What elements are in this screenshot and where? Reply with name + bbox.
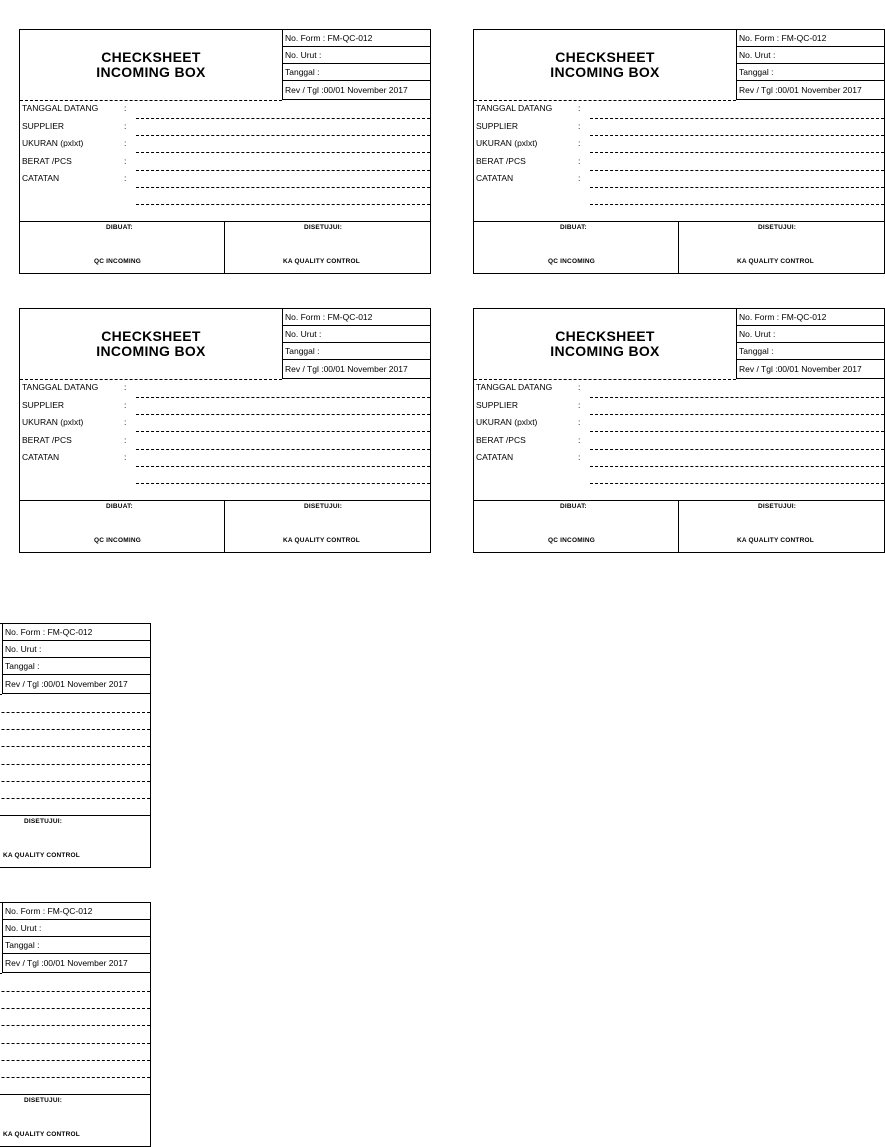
- rev-cell: Rev / Tgl :00/01 November 2017: [3, 954, 151, 973]
- field-colon: :: [578, 400, 581, 410]
- field-line-supplier: [590, 135, 884, 136]
- field-colon: :: [578, 435, 581, 445]
- ka-quality-control-label: KA QUALITY CONTROL: [3, 1131, 80, 1138]
- field-line-supplier: [0, 1008, 150, 1009]
- form-meta-box: [736, 309, 885, 379]
- field-line-tanggal-datang: [136, 118, 430, 119]
- ka-quality-control-label: KA QUALITY CONTROL: [3, 852, 80, 859]
- field-line-catatan-1: [590, 466, 884, 467]
- form-title-line2: INCOMING BOX: [550, 343, 660, 359]
- field-colon: :: [578, 417, 581, 427]
- field-line-tanggal-datang: [136, 397, 430, 398]
- qc-incoming-label: QC INCOMING: [548, 258, 595, 265]
- checksheet-instance-1: [19, 29, 432, 275]
- no-urut-cell: No. Urut :: [3, 641, 151, 658]
- no-urut-cell: No. Urut :: [737, 47, 885, 64]
- rev-cell: Rev / Tgl :00/01 November 2017: [283, 360, 431, 379]
- field-colon: :: [578, 156, 581, 166]
- field-line-ukuran: [590, 152, 884, 153]
- tanggal-cell: Tanggal :: [3, 937, 151, 954]
- form-title-line2: INCOMING BOX: [96, 343, 206, 359]
- field-label-ukuran: UKURAN (pxlxt): [22, 417, 84, 427]
- signature-section: [0, 1094, 150, 1147]
- field-line-supplier: [0, 729, 150, 730]
- tanggal-cell: Tanggal :: [283, 64, 431, 81]
- form-title-line1: CHECKSHEET: [555, 328, 655, 344]
- field-label-tanggal-datang: TANGGAL DATANG: [476, 382, 553, 392]
- signature-section: [474, 500, 884, 553]
- signature-divider: [224, 222, 225, 274]
- field-line-ukuran: [0, 1025, 150, 1026]
- field-line-catatan-2: [590, 483, 884, 484]
- no-form-cell: No. Form : FM-QC-012: [283, 309, 431, 326]
- field-colon: :: [578, 452, 581, 462]
- no-form-cell: No. Form : FM-QC-012: [737, 309, 885, 326]
- form-meta-box: [2, 624, 151, 694]
- disetujui-label: DISETUJUI:: [304, 503, 343, 510]
- field-line-berat: [136, 449, 430, 450]
- field-colon: :: [578, 121, 581, 131]
- field-label-berat: BERAT /PCS: [476, 156, 526, 166]
- field-line-berat: [0, 764, 150, 765]
- field-line-berat: [590, 170, 884, 171]
- dibuat-label: DIBUAT:: [560, 224, 587, 231]
- form-title-line2: INCOMING BOX: [550, 64, 660, 80]
- field-label-ukuran: UKURAN (pxlxt): [22, 138, 84, 148]
- field-colon: :: [124, 382, 127, 392]
- field-line-catatan-2: [0, 798, 150, 799]
- qc-incoming-label: QC INCOMING: [548, 537, 595, 544]
- form-title-line1: CHECKSHEET: [101, 328, 201, 344]
- disetujui-label: DISETUJUI:: [24, 1097, 63, 1104]
- field-line-catatan-1: [0, 1060, 150, 1061]
- signature-divider: [678, 222, 679, 274]
- field-colon: :: [124, 138, 127, 148]
- no-form-cell: No. Form : FM-QC-012: [3, 903, 151, 920]
- signature-divider: [224, 501, 225, 553]
- field-colon: :: [124, 417, 127, 427]
- checksheet-form: [0, 623, 151, 868]
- ka-quality-control-label: KA QUALITY CONTROL: [283, 258, 360, 265]
- field-line-tanggal-datang: [0, 991, 150, 992]
- checksheet-form: [473, 29, 885, 274]
- tanggal-cell: Tanggal :: [3, 658, 151, 675]
- field-label-supplier: SUPPLIER: [476, 121, 519, 131]
- field-label-catatan: CATATAN: [22, 452, 60, 462]
- field-line-ukuran: [590, 431, 884, 432]
- form-meta-box: [282, 309, 431, 379]
- ka-quality-control-label: KA QUALITY CONTROL: [737, 537, 814, 544]
- header-divider: [20, 100, 282, 101]
- qc-incoming-label: QC INCOMING: [94, 258, 141, 265]
- field-label-ukuran: UKURAN (pxlxt): [476, 417, 538, 427]
- no-urut-cell: No. Urut :: [3, 920, 151, 937]
- field-colon: :: [124, 400, 127, 410]
- field-colon: :: [578, 103, 581, 113]
- dibuat-label: DIBUAT:: [560, 503, 587, 510]
- field-line-tanggal-datang: [0, 712, 150, 713]
- checksheet-form: [473, 308, 885, 553]
- checksheet-instance-4: [473, 308, 862, 554]
- field-line-ukuran: [136, 431, 430, 432]
- field-colon: :: [124, 173, 127, 183]
- rev-cell: Rev / Tgl :00/01 November 2017: [737, 81, 885, 100]
- field-line-catatan-2: [0, 1077, 150, 1078]
- rev-cell: Rev / Tgl :00/01 November 2017: [283, 81, 431, 100]
- no-urut-cell: No. Urut :: [737, 326, 885, 343]
- signature-section: [0, 815, 150, 868]
- header-divider: [20, 379, 282, 380]
- field-colon: :: [124, 121, 127, 131]
- tanggal-cell: Tanggal :: [283, 343, 431, 360]
- checksheet-instance-6: [0, 902, 152, 1138]
- field-label-catatan: CATATAN: [476, 173, 514, 183]
- checksheet-form: [0, 902, 151, 1147]
- field-label-catatan: CATATAN: [476, 452, 514, 462]
- field-line-ukuran: [136, 152, 430, 153]
- form-meta-box: [736, 30, 885, 100]
- disetujui-label: DISETUJUI:: [758, 224, 797, 231]
- field-line-catatan-2: [590, 204, 884, 205]
- field-colon: :: [578, 138, 581, 148]
- disetujui-label: DISETUJUI:: [304, 224, 343, 231]
- signature-section: [20, 500, 430, 553]
- field-line-catatan-1: [136, 466, 430, 467]
- field-colon: :: [124, 103, 127, 113]
- form-title: [474, 309, 736, 379]
- field-line-catatan-1: [0, 781, 150, 782]
- field-line-ukuran: [0, 746, 150, 747]
- checksheet-instance-5: [0, 623, 152, 869]
- rev-cell: Rev / Tgl :00/01 November 2017: [737, 360, 885, 379]
- header-divider: [0, 694, 2, 695]
- signature-section: [474, 221, 884, 274]
- field-label-tanggal-datang: TANGGAL DATANG: [22, 382, 99, 392]
- field-label-berat: BERAT /PCS: [476, 435, 526, 445]
- dibuat-label: DIBUAT:: [106, 224, 133, 231]
- field-line-berat: [590, 449, 884, 450]
- field-line-tanggal-datang: [590, 118, 884, 119]
- no-form-cell: No. Form : FM-QC-012: [3, 624, 151, 641]
- checksheet-instance-2: [473, 29, 862, 275]
- field-label-berat: BERAT /PCS: [22, 435, 72, 445]
- field-line-catatan-2: [136, 483, 430, 484]
- form-title: [474, 30, 736, 100]
- field-colon: :: [578, 382, 581, 392]
- no-urut-cell: No. Urut :: [283, 47, 431, 64]
- field-colon: :: [124, 435, 127, 445]
- field-label-tanggal-datang: TANGGAL DATANG: [476, 103, 553, 113]
- field-label-supplier: SUPPLIER: [476, 400, 519, 410]
- field-colon: :: [124, 156, 127, 166]
- form-title: [20, 30, 282, 100]
- field-line-supplier: [590, 414, 884, 415]
- field-label-berat: BERAT /PCS: [22, 156, 72, 166]
- signature-section: [20, 221, 430, 274]
- form-title-line2: INCOMING BOX: [96, 64, 206, 80]
- dibuat-label: DIBUAT:: [106, 503, 133, 510]
- signature-divider: [678, 501, 679, 553]
- field-line-supplier: [136, 135, 430, 136]
- checksheet-form: [19, 308, 431, 553]
- field-colon: :: [124, 452, 127, 462]
- field-line-catatan-1: [136, 187, 430, 188]
- qc-incoming-label: QC INCOMING: [94, 537, 141, 544]
- field-label-ukuran: UKURAN (pxlxt): [476, 138, 538, 148]
- disetujui-label: DISETUJUI:: [24, 818, 63, 825]
- no-form-cell: No. Form : FM-QC-012: [737, 30, 885, 47]
- checksheet-instance-3: [19, 308, 432, 554]
- header-divider: [474, 100, 736, 101]
- field-label-tanggal-datang: TANGGAL DATANG: [22, 103, 99, 113]
- field-line-catatan-1: [590, 187, 884, 188]
- tanggal-cell: Tanggal :: [737, 343, 885, 360]
- field-line-catatan-2: [136, 204, 430, 205]
- form-title-line1: CHECKSHEET: [101, 49, 201, 65]
- rev-cell: Rev / Tgl :00/01 November 2017: [3, 675, 151, 694]
- field-line-berat: [0, 1043, 150, 1044]
- field-colon: :: [578, 173, 581, 183]
- tanggal-cell: Tanggal :: [737, 64, 885, 81]
- field-label-supplier: SUPPLIER: [22, 400, 65, 410]
- form-meta-box: [2, 903, 151, 973]
- no-urut-cell: No. Urut :: [283, 326, 431, 343]
- form-meta-box: [282, 30, 431, 100]
- header-divider: [474, 379, 736, 380]
- disetujui-label: DISETUJUI:: [758, 503, 797, 510]
- field-line-berat: [136, 170, 430, 171]
- field-line-supplier: [136, 414, 430, 415]
- field-label-catatan: CATATAN: [22, 173, 60, 183]
- ka-quality-control-label: KA QUALITY CONTROL: [283, 537, 360, 544]
- checksheet-form: [19, 29, 431, 274]
- no-form-cell: No. Form : FM-QC-012: [283, 30, 431, 47]
- form-title: [20, 309, 282, 379]
- ka-quality-control-label: KA QUALITY CONTROL: [737, 258, 814, 265]
- form-title-line1: CHECKSHEET: [555, 49, 655, 65]
- field-line-tanggal-datang: [590, 397, 884, 398]
- header-divider: [0, 973, 2, 974]
- field-label-supplier: SUPPLIER: [22, 121, 65, 131]
